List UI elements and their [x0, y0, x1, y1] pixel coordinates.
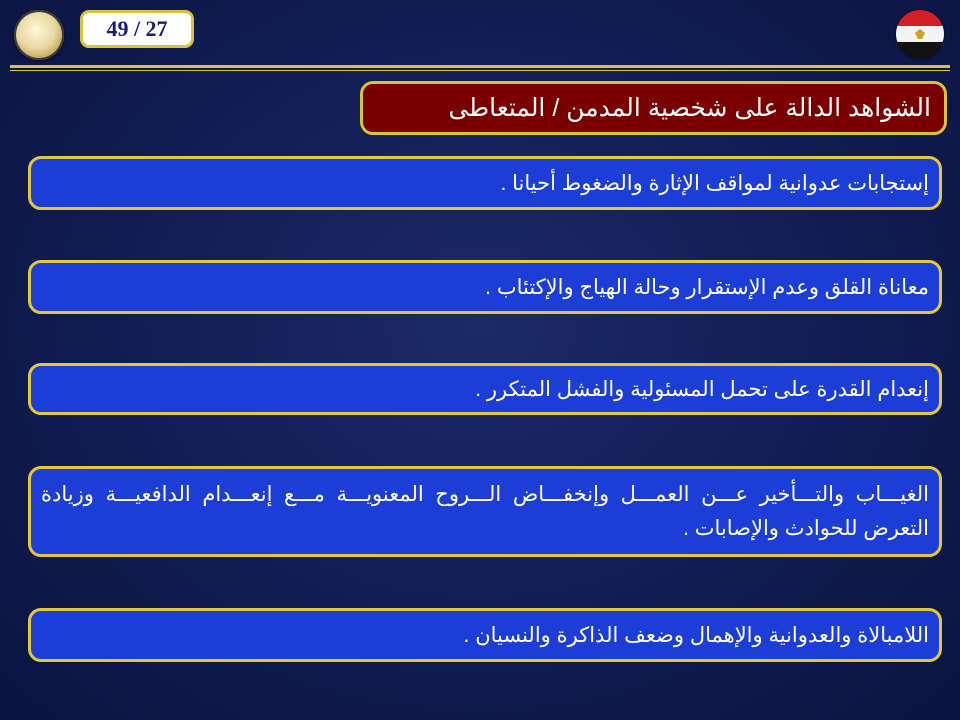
list-item [28, 156, 942, 210]
list-item-text: إستجابات عدوانية لمواقف الإثارة والضغوط أحيانا . [500, 171, 929, 195]
list-item-text: اللامبالاة والعدوانية والإهمال وضعف الذاكرة والنسيان . [463, 623, 929, 647]
slide-title [360, 81, 947, 135]
list-item [28, 260, 942, 314]
emblem-icon [14, 10, 64, 60]
page-counter: 49 / 27 [80, 10, 194, 48]
egypt-flag-icon [896, 10, 944, 58]
list-item [28, 608, 942, 662]
list-item-text: الغيـــاب والتـــأخير عـــن العمـــل وإنخفـــاض الـــروح المعنويـــة مـــع إنعـــدام الدافعيـــة وزيادة التعرض للحوادث والإصابات . [41, 482, 929, 540]
header-divider-thin [10, 70, 950, 71]
list-item-text: إنعدام القدرة على تحمل المسئولية والفشل المتكرر . [475, 377, 929, 401]
list-item [28, 363, 942, 415]
list-item-text: معاناة القلق وعدم الإستقرار وحالة الهياج والإكتئاب . [485, 275, 929, 299]
slide-title-text: الشواهد الدالة على شخصية المدمن / المتعاطى [448, 94, 931, 122]
header-divider [10, 65, 950, 68]
list-item [28, 466, 942, 557]
